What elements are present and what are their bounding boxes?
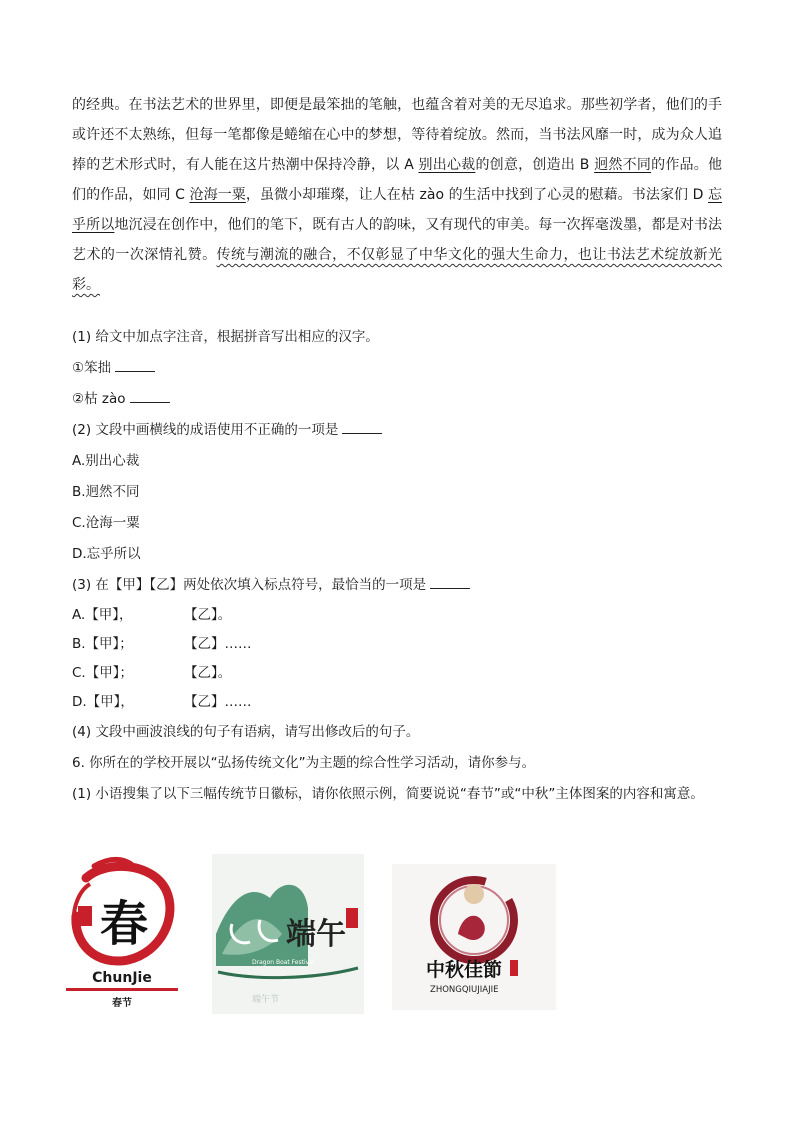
question-4: (4) 文段中画波浪线的句子有语病，请写出修改后的句子。 xyxy=(72,724,420,740)
q2-option: C.沧海一粟 xyxy=(72,515,140,531)
question-1: (1) 给文中加点字注音，根据拼音写出相应的汉字。 xyxy=(72,329,379,345)
q3-option xyxy=(72,630,722,659)
duanwu-main-chars: 端午 xyxy=(286,917,346,952)
question-1b xyxy=(72,384,722,415)
idiom-d: 忘乎所以 xyxy=(72,187,723,233)
question-2-label: (2) 文段中画横线的成语使用不正确的一项是 xyxy=(72,422,339,438)
q3-option xyxy=(72,601,722,630)
question-3-label: (3) 在【甲】【乙】两处依次填入标点符号，最恰当的一项是 xyxy=(72,577,427,593)
answer-blank[interactable] xyxy=(115,359,155,372)
duanwu-logo xyxy=(212,854,364,1014)
duanwu-seal-text: 端午节 xyxy=(252,995,280,1005)
chunjie-logo xyxy=(66,856,178,1008)
divider-line xyxy=(66,988,178,991)
q3-option-b: 【乙】。 xyxy=(184,607,232,623)
moon-circle-icon xyxy=(392,864,556,1010)
chunjie-pinyin: ChunJie xyxy=(92,970,152,986)
passage-text-5: 地沉浸在创作中，他们的笔下，既有古人的韵味，又有现代的审美。每一次挥毫泼墨，都是对书法艺术的一次深情礼赞。 xyxy=(72,217,723,263)
festival-logos xyxy=(66,852,566,1022)
question-3 xyxy=(72,570,722,601)
q3-option-b: 【乙】…… xyxy=(184,636,252,652)
zhongqiu-logo xyxy=(392,864,556,1010)
q3-option-b: 【乙】。 xyxy=(184,665,232,681)
red-brush-circle-icon xyxy=(66,856,178,976)
question-1a-label: ①笨拙 xyxy=(72,360,112,376)
seal-stamp-icon xyxy=(510,960,518,976)
idiom-a: 别出心裁 xyxy=(418,157,476,173)
q3-option xyxy=(72,688,722,717)
q2-option: D.忘乎所以 xyxy=(72,546,141,562)
dragon-boat-icon xyxy=(212,854,364,1014)
duanwu-en: Dragon Boat Festival xyxy=(252,959,315,966)
zhongqiu-main-chars: 中秋佳節 xyxy=(426,959,503,981)
q2-option: A.别出心裁 xyxy=(72,453,140,469)
idiom-b: 迥然不同 xyxy=(594,157,652,173)
idiom-c: 沧海一粟 xyxy=(189,187,246,203)
section-6-title: 6. 你所在的学校开展以“弘扬传统文化”为主题的综合性学习活动，请你参与。 xyxy=(72,755,536,771)
q3-option-a: C.【甲】； xyxy=(72,665,133,681)
moon-icon xyxy=(464,884,484,904)
seal-stamp-icon xyxy=(346,908,358,928)
question-1a xyxy=(72,353,722,384)
seal-stamp-icon xyxy=(78,906,92,926)
question-1b-label: ②枯 zào xyxy=(72,391,126,407)
question-2 xyxy=(72,415,722,446)
wavy-sentence: 传统与潮流的融合，不仅彰显了中华文化的强大生命力，也让书法艺术绽放新光彩。 xyxy=(72,247,722,293)
answer-blank[interactable] xyxy=(342,421,382,434)
answer-blank[interactable] xyxy=(430,576,470,589)
document-page xyxy=(72,90,722,809)
q2-option: B.迥然不同 xyxy=(72,484,140,500)
passage-text-1: 的经典。在书法艺术的世界里，即便是最笨拙的笔触，也蕴含着对美的无尽追求。那些初学者，他们的手或许还不太熟练，但每一笔都像是蜷缩在心中的梦想，等待着绽放。然而，当书法风靡一时，成为众人追捧的艺术形式时，有人能在这片热潮中保持冷静，以 A xyxy=(72,97,722,173)
q3-option xyxy=(72,659,722,688)
chunjie-cn: 春节 xyxy=(112,998,132,1009)
passage xyxy=(72,90,722,300)
section-6-sub1: (1) 小语搜集了以下三幅传统节日徽标，请你依照示例，简要说说“春节”或“中秋”主体图案的内容和寓意。 xyxy=(72,786,704,802)
passage-text-2: 的创意，创造出 B xyxy=(475,157,595,173)
q3-option-a: B.【甲】； xyxy=(72,636,133,652)
q3-option-b: 【乙】…… xyxy=(184,694,252,710)
q3-option-a: D.【甲】， xyxy=(72,694,134,710)
zhongqiu-pinyin: ZHONGQIUJIAJIE xyxy=(430,985,499,995)
passage-text-4: ，虽微小却璀璨，让人在枯 zào 的生活中找到了心灵的慰藉。书法家们 D xyxy=(245,187,709,203)
answer-blank[interactable] xyxy=(130,390,170,403)
q3-option-a: A.【甲】， xyxy=(72,607,133,623)
passage-text-3: 的作品。他们的作品，如同 C xyxy=(72,157,723,203)
chunjie-main-char: 春 xyxy=(100,896,149,952)
